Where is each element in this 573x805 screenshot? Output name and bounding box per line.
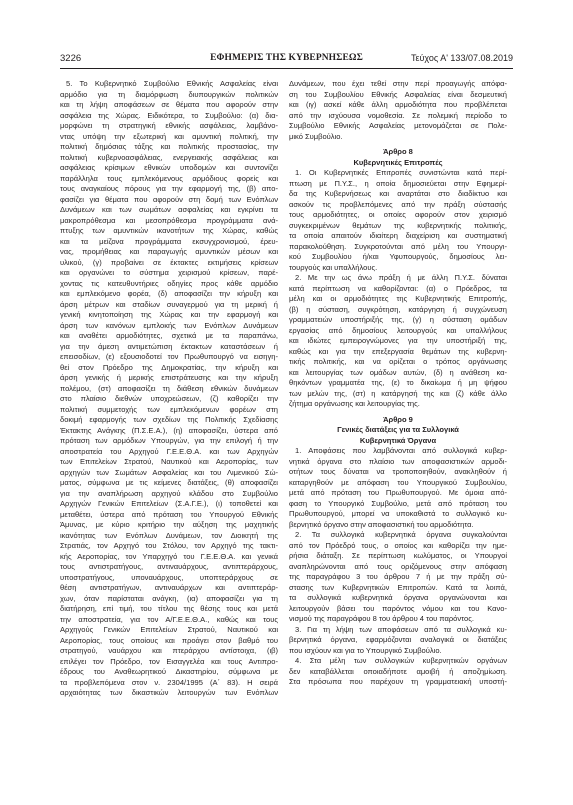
body-text-line: 5. Το Κυβερνητικό Συμβούλιο Εθνικής Ασφαλείας είναι: [66, 79, 278, 88]
body-text-line: ασφάλεια της Χώρας. Ειδικότερα, το Συμβούλιο: (α) δια-: [60, 110, 278, 120]
body-text-line: ματος, σύμφωνα με τις κείμενες διατάξεις, (θ) αποφασίζει: [60, 478, 278, 487]
body-text-line: Δυνάμεων και των σωμάτων ασφαλείας και εγκρίνει τα: [60, 205, 278, 214]
body-text-line: κού Συμβουλίου ή/και Υφυπουργούς, δημοσίους λει-: [289, 252, 507, 261]
article-9-title: Γενικές διατάξεις για τα Συλλογικά: [337, 425, 459, 434]
body-text-line: Στα πρόσωπα που παρέχουν τη γραμματειακή υποστή-: [289, 677, 507, 686]
body-text-line: Αρχηγούς Γενικών Επιτελείων Στρατού, Ναυτικού και: [60, 625, 278, 634]
body-text-line: από τον Πρόεδρό τους, ο οποίος και καθορίζει την ημε-: [289, 540, 507, 550]
body-text-line: της παραγράφου 3 του άρθρου 7 ή με την πράξη σύ-: [289, 572, 507, 581]
body-text-line: πτωση με Π.Υ.Σ., η οποία δημοσιεύεται στην Εφημερί-: [289, 178, 507, 188]
body-text-line: μορφώνει τη στρατηγική εθνικής ασφάλειας, λαμβάνο-: [60, 121, 278, 130]
body-text-line: πολιτική κυβερνοασφάλειας, ενεργειακής ασφάλειας και: [60, 152, 278, 162]
body-text-line: κής Αεροπορίας, τον Υπαρχηγό του Γ.Ε.Ε.Θ.Α. και γενικά: [60, 551, 278, 561]
body-text-line: γενική κινητοποίηση της Χώρας και την εφαρμογή και: [60, 310, 278, 319]
issue-number: Τεύχος Α' 133/07.08.2019: [410, 53, 513, 63]
body-text-line: βερνητικά όργανα, εφαρμόζονται αναλογικά οι διατάξεις: [289, 635, 507, 644]
body-text-line: φασίζει για θέματα που αφορούν στη δομή των Ενόπλων: [60, 194, 278, 204]
body-text-line: άρση μέτρων και σταδίων συναγερμού για τη μερική ή: [60, 299, 278, 309]
body-text-line: έδρους του Αναθεωρητικού Δικαστηρίου, σύμφωνα με: [60, 667, 278, 676]
body-text-line: που ισχύουν και για το Υπουργικό Συμβούλιο.: [289, 645, 442, 655]
body-text-line: λειτουργούν βάσει του παρόντος νόμου και του Κανο-: [289, 603, 507, 613]
body-text-line: πτυξης των αμυντικών ικανοτήτων της Χώρας, καθώς: [60, 226, 278, 235]
body-text-line: αρχαιότητας των δικαστικών λειτουργών των Ενόπλων: [60, 688, 278, 697]
body-text-line: ντας υπόψη την εξωτερική και αμυντική πολιτική, την: [60, 131, 278, 141]
body-text-line: κατά περίπτωση να καθορίζονται: (α) ο Πρόεδρος, τα: [289, 283, 507, 293]
body-text-line: εργασίας από δημοσίους λειτουργούς και υπαλλήλους: [289, 325, 507, 335]
body-text-line: επιλέγει τον Πρόεδρο, τον Εισαγγελέα και τους Αντιπρο-: [60, 656, 278, 666]
body-text-line: ζήτημα οργάνωσης και λειτουργίας της.: [289, 399, 420, 408]
body-text-line: την αποστρατεία, για τον Α/Γ.Ε.Ε.Θ.Α., καθώς και τους: [60, 614, 278, 624]
body-text-line: πρόταση των αρμόδιων Υπουργών, για την επιλογή ή την: [60, 436, 278, 445]
body-text-line: μικό Συμβούλιο.: [289, 131, 343, 141]
body-text-line: 4. Στα μέλη των συλλογικών κυβερνητικών οργάνων: [295, 656, 507, 665]
article-9-title: Κυβερνητικά Όργανα: [359, 435, 437, 445]
body-text-line: νισμού της παραγράφου 8 του άρθρου 4 του παρόντος.: [289, 614, 474, 623]
body-text-line: καθώς και για την επεξεργασία θεμάτων της κυβερνη-: [289, 346, 507, 356]
body-text-line: υποστρατήγους, υποναυάρχους, υποπτεράρχους σε: [60, 572, 278, 582]
body-text-line: και τη λήψη αποφάσεων σε θέματα που αφορούν στην: [60, 100, 278, 109]
body-text-line: μεταθέτει, ύστερα από πρόταση του Υπουργού Εθνικής: [60, 509, 278, 519]
body-text-line: και λειτουργίας των ομάδων αυτών, (δ) η ανάθεση κα-: [289, 367, 507, 377]
body-text-line: Αεροπορίας, τους οποίους και προάγει στον βαθμό του: [60, 635, 278, 645]
body-text-line: Έκτακτης Ανάγκης (Π.Σ.Ε.Α.), (η) αποφασίζει, ύστερα από: [60, 425, 278, 435]
body-text-line: φαση το Υπουργικό Συμβούλιο, μετά από πρόταση του: [289, 498, 507, 508]
body-text-line: τα προβλεπόμενα στον ν. 2304/1995 (Α΄ 83). Η σειρά: [60, 677, 278, 687]
body-text-line: καταργηθούν με απόφαση του Υπουργικού Συμβουλίου,: [289, 477, 507, 487]
body-text-line: χοντας τις κατευθυντήριες οδηγίες προς κάθε αρμόδιο: [60, 278, 278, 288]
body-text-line: 2. Με την ως άνω πράξη ή με άλλη Π.Υ.Σ. δύναται: [295, 273, 507, 282]
body-text-line: και οργανώνει το σύστημα χειρισμού κρίσεων, παρέ-: [60, 268, 278, 277]
body-text-line: Άμυνας, με κύριο κριτήριο την αύξηση της μαχητικής: [60, 520, 278, 529]
body-text-line: επεισοδίων, (ε) εξουσιοδοτεί τον Πρωθυπουργό να εισηγη-: [60, 352, 278, 361]
body-text-line: δα της Κυβερνήσεως και αναρτάται στο διαδίκτυο και: [289, 189, 507, 198]
body-text-line: 1. Οι Κυβερνητικές Επιτροπές συνιστώνται κατά περί-: [295, 168, 507, 177]
body-text-line: παράλληλα τους εμπλεκόμενους αρμόδιους φορείς και: [60, 173, 278, 183]
body-text-line: 2. Τα συλλογικά κυβερνητικά όργανα συγκαλούνται: [295, 530, 507, 539]
body-text-line: νητικά όργανα στο πλαίσιο των αποφασιστικών αρμοδι-: [289, 456, 507, 466]
body-text-line: αρμόδιο για τη διαμόρφωση διυπουργικών πολιτικών: [60, 89, 278, 99]
body-text-line: δοκιμή εφαρμογής των σχεδίων της Πολιτικής Σχεδίασης: [60, 415, 278, 424]
body-text-line: διατήρηση, επί τιμή, του τίτλου της θέσης τους και μετά: [60, 604, 278, 613]
body-text-line: Συμβούλιο Εθνικής Ασφαλείας μετονομάζεται σε Πολε-: [289, 121, 507, 130]
body-text-line: μακροπρόθεσμα και μεσοπρόθεσμα προγράμματα ανά-: [60, 215, 278, 225]
body-text-line: δεν καταβάλλεται οποιαδήποτε αμοιβή ή αποζημίωση.: [289, 666, 507, 676]
body-text-line: ση του Συμβουλίου Εθνικής Ασφαλείας είναι δεσμευτική: [289, 89, 507, 99]
body-text-line: και τα μείζονα προγράμματα εκσυγχρονισμού, έρευ-: [60, 236, 278, 246]
body-text-line: τα συλλογικά κυβερνητικά όργανα οργανώνονται και: [289, 593, 507, 602]
body-text-line: ασφάλειας κρίσιμων εθνικών υποδομών και συντονίζει: [60, 163, 278, 172]
article-9-heading: Άρθρο 9: [383, 414, 413, 424]
body-text-line: στασης των Κυβερνητικών Επιτροπών. Κατά τα λοιπά,: [289, 582, 507, 592]
body-text-line: για την άμεση αντιμετώπιση έκτακτων καταστάσεων ή: [60, 341, 278, 351]
article-8-heading: Άρθρο 8: [383, 147, 413, 156]
body-text-line: αναπληρώνονται από τους οριζόμενους στην απόφαση: [289, 561, 507, 571]
body-text-line: Πρωθυπουργού, μπορεί να υποκαθιστά το συλλογικό κυ-: [289, 509, 507, 518]
body-text-line: στο πλαίσιο διεθνών υποχρεώσεων, (ζ) καθορίζει την: [60, 394, 278, 403]
body-text-line: θεί στον Πρόεδρο της Δημοκρατίας, την κήρυξη και: [60, 362, 278, 372]
body-text-line: βερνητικό όργανο στην αποφασιστική του αρμοδιότητα.: [289, 519, 474, 529]
body-text-line: και (ιγ) ασκεί κάθε άλλη αρμοδιότητα που προβλέπεται: [289, 100, 507, 109]
body-text-line: Αρχηγών Γενικών Επιτελείων (Σ.Α.Γ.Ε.), (ι) τοποθετεί και: [60, 499, 278, 508]
left-column: [60, 79, 278, 699]
body-text-line: άρση γενικής ή μερικής επιστράτευσης και την κήρυξη: [60, 373, 278, 382]
body-text-line: συγκεκριμένων θεμάτων της κυβερνητικής πολιτικής,: [289, 220, 507, 230]
right-column: [289, 79, 507, 688]
body-text-line: αποστρατεία του Αρχηγού Γ.Ε.Ε.Θ.Α. και των Αρχηγών: [60, 446, 278, 456]
body-text-line: (β) η σύσταση, συγκρότηση, κατάργηση ή συγχώνευση: [289, 304, 507, 314]
body-text-line: νας, προμήθειας και παραγωγής αμυντικών μέσων και: [60, 247, 278, 256]
body-text-line: οτήτων τους δύναται να τροποποιηθούν, ανακληθούν ή: [289, 467, 507, 476]
body-text-line: θηκόντων γραμματέα της, (ε) το δικαίωμα ή μη ψήφου: [289, 378, 507, 387]
body-text-line: τους αντιστρατήγους, αντιναυάρχους, αντιπτεράρχους,: [60, 562, 278, 571]
body-text-line: 1. Αποφάσεις που λαμβάνονται από συλλογικά κυβερ-: [295, 446, 507, 455]
body-text-line: πολιτική δημόσιας τάξης και πολιτικής προστασίας, την: [60, 142, 278, 151]
body-text-line: 3. Για τη λήψη των αποφάσεων από τα συλλογικά κυ-: [295, 624, 507, 634]
body-text-line: μέλη και οι αρμοδιότητες της Κυβερνητικής Επιτροπής,: [289, 294, 507, 303]
body-text-line: για την αναπλήρωση αρχηγού κλάδου στο Συμβούλιο: [60, 488, 278, 498]
body-text-line: τους αναγκαίους πόρους για την εφαρμογή της, (β) απο-: [60, 184, 278, 193]
body-text-line: ικανότητας των Ενόπλων Δυνάμεων, τον Διοικητή της: [60, 530, 278, 540]
body-text-line: των μελών της, (στ) η κατάργησή της και (ζ) κάθε άλλο: [289, 388, 507, 398]
body-text-line: Στρατιάς, τον Αρχηγό του Στόλου, τον Αρχηγό της τακτι-: [60, 541, 278, 550]
body-text-line: Δυνάμεων, που έχει τεθεί στην περί προαγωγής απόφα-: [289, 79, 507, 88]
body-text-line: και ιδιώτες εμπειρογνώμονες για την υποστήριξή της,: [289, 336, 507, 345]
article-8-title: Κυβερνητικές Επιτροπές: [353, 157, 443, 167]
body-text-line: γραμματειών υποστήριξής της, (γ) η σύσταση ομάδων: [289, 315, 507, 324]
body-text-line: πολέμου, (στ) αποφασίζει τη διάθεση εθνικών δυνάμεων: [60, 383, 278, 393]
body-text-line: και αναθέτει αρμοδιότητες, σχετικά με τα παραπάνω,: [60, 331, 278, 340]
body-text-line: ρήσια διάταξη. Σε περίπτωση κωλύματος, οι Υπουργοί: [289, 551, 507, 560]
body-text-line: παρακολούθηση. Συγκροτούνται από μέλη του Υπουργι-: [289, 241, 507, 251]
body-text-line: υλικού, (γ) προβαίνει σε έκτακτες εκτιμήσεις κρίσεων: [60, 257, 278, 267]
body-text-line: τους αρμοδιότητες, οι οποίες αφορούν στον χειρισμό: [289, 210, 507, 219]
body-text-line: μετά από πρόταση του Πρωθυπουργού. Με όμοια από-: [289, 488, 507, 497]
body-text-line: στρατηγού, ναυάρχου και πτεράρχου αντίστοιχα, (ιβ): [60, 646, 278, 655]
header-rule: [60, 68, 513, 69]
body-text-line: τικής πολιτικής, και να ορίζεται ο τρόπος οργάνωσης: [289, 357, 507, 366]
body-text-line: άρση των κανόνων εμπλοκής των Ενόπλων Δυνάμεων: [60, 320, 278, 330]
journal-title: ΕΦΗΜΕΡΙΣ ΤΗΣ ΚΥΒΕΡΝΗΣΕΩΣ: [210, 53, 363, 63]
page-header: [60, 53, 513, 65]
body-text-line: πολιτική συμμετοχής των εμπλεκόμενων φορέων στη: [60, 404, 278, 414]
body-text-line: χων, όταν παρίσταται ανάγκη, (ια) αποφασίζει για τη: [60, 593, 278, 603]
body-text-line: τα οποία απαιτούν ιδιαίτερη διαχείριση και συστηματική: [289, 231, 507, 240]
body-text-line: από την ισχύουσα νομοθεσία. Σε πολεμική περίοδο το: [289, 110, 507, 120]
body-text-line: και εμπλεκόμενο φορέα, (δ) αποφασίζει την κήρυξη και: [60, 289, 278, 298]
body-text-line: αρχηγών των Σωμάτων Ασφαλείας και του Λιμενικού Σώ-: [60, 467, 278, 477]
body-text-line: των Επιτελείων Στρατού, Ναυτικού και Αεροπορίας, των: [60, 457, 278, 466]
body-text-line: θέση αντιστρατήγων, αντιναυάρχων και αντιπτεράρ-: [60, 583, 278, 592]
body-text-line: τουργούς και υπαλλήλους.: [289, 262, 378, 272]
page-number: 3226: [60, 53, 82, 64]
body-text-line: ασκούν τις προβλεπόμενες από την πράξη σύστασής: [289, 199, 507, 209]
